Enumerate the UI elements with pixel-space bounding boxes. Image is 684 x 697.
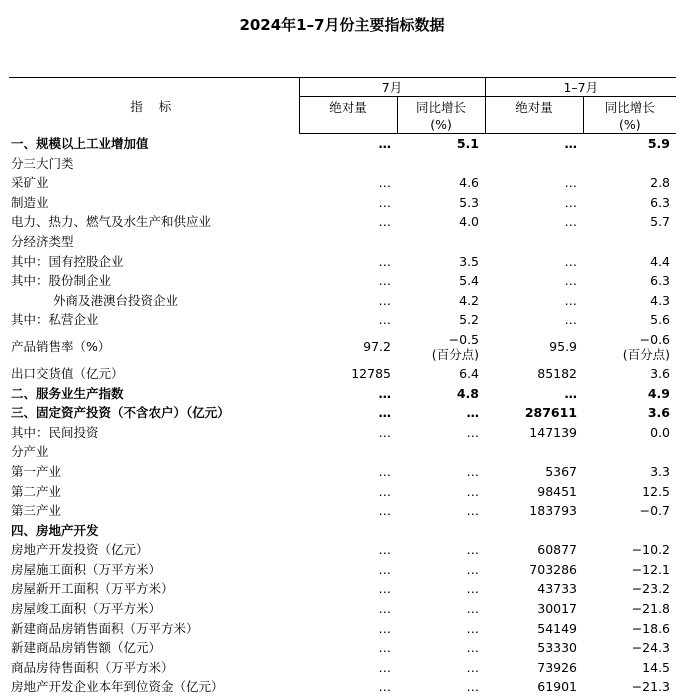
july-yoy-cell: 5.4 xyxy=(397,271,485,291)
jan-july-yoy-cell: 6.3 xyxy=(583,193,676,213)
july-absolute-cell: … xyxy=(299,560,397,580)
july-absolute-cell: … xyxy=(299,291,397,311)
jan-july-yoy-cell: 3.6 xyxy=(583,364,676,384)
table-row xyxy=(9,579,676,599)
july-yoy-cell: 4.0 xyxy=(397,212,485,232)
jan-july-absolute-cell: 95.9 xyxy=(485,330,583,364)
july-yoy-cell: … xyxy=(397,540,485,560)
july-absolute-cell: … xyxy=(299,271,397,291)
table-row xyxy=(9,677,676,697)
july-yoy-cell xyxy=(397,232,485,252)
jan-july-absolute-cell: … xyxy=(485,384,583,404)
table-row xyxy=(9,212,676,232)
jan-july-yoy-cell: −23.2 xyxy=(583,579,676,599)
jan-july-absolute-cell: … xyxy=(485,271,583,291)
july-yoy-cell: 4.8 xyxy=(397,384,485,404)
jan-july-yoy-cell: 12.5 xyxy=(583,482,676,502)
july-absolute-cell: … xyxy=(299,658,397,678)
row-label: 新建商品房销售额（亿元） xyxy=(9,638,299,658)
jan-july-yoy-cell: 4.3 xyxy=(583,291,676,311)
july-absolute-cell: … xyxy=(299,619,397,639)
jan-july-absolute-cell: … xyxy=(485,291,583,311)
july-absolute-cell: … xyxy=(299,677,397,697)
jan-july-yoy-header xyxy=(583,97,676,134)
july-yoy-cell: … xyxy=(397,658,485,678)
jan-july-absolute-cell: 53330 xyxy=(485,638,583,658)
jan-july-yoy-cell: −10.2 xyxy=(583,540,676,560)
jan-july-absolute-cell: 73926 xyxy=(485,658,583,678)
table-row xyxy=(9,364,676,384)
table-row xyxy=(9,658,676,678)
july-yoy-cell: … xyxy=(397,560,485,580)
july-yoy-cell xyxy=(397,442,485,462)
july-absolute-cell: … xyxy=(299,134,397,154)
jan-july-absolute-cell: … xyxy=(485,134,583,154)
jan-july-absolute-cell: … xyxy=(485,252,583,272)
july-yoy-cell xyxy=(397,154,485,174)
jan-july-absolute-cell: 61901 xyxy=(485,677,583,697)
table-row xyxy=(9,271,676,291)
jan-july-yoy-cell: −0.7 xyxy=(583,501,676,521)
july-absolute-cell: 97.2 xyxy=(299,330,397,364)
july-yoy-cell: … xyxy=(397,403,485,423)
jan-july-absolute-cell: 5367 xyxy=(485,462,583,482)
row-label: 分三大门类 xyxy=(9,154,299,174)
jan-july-absolute-cell: 60877 xyxy=(485,540,583,560)
row-label: 分经济类型 xyxy=(9,232,299,252)
jan-july-yoy-cell: 5.6 xyxy=(583,310,676,330)
jan-july-absolute-cell xyxy=(485,232,583,252)
july-absolute-cell: … xyxy=(299,212,397,232)
jan-july-yoy-cell: 4.9 xyxy=(583,384,676,404)
value-unit: (百分点) xyxy=(397,347,479,362)
table-row xyxy=(9,442,676,462)
jan-july-absolute-cell: … xyxy=(485,193,583,213)
jan-july-absolute-cell xyxy=(485,442,583,462)
july-yoy-cell xyxy=(397,521,485,541)
table-row xyxy=(9,560,676,580)
page-title: 2024年1–7月份主要指标数据 xyxy=(0,14,684,35)
july-yoy-cell: … xyxy=(397,501,485,521)
jan-july-yoy-cell: −21.3 xyxy=(583,677,676,697)
july-yoy-cell: … xyxy=(397,579,485,599)
jan-july-yoy-cell: 3.6 xyxy=(583,403,676,423)
july-yoy-cell: 6.4 xyxy=(397,364,485,384)
yoy-label: 同比增长 xyxy=(605,100,655,115)
july-yoy-cell: … xyxy=(397,462,485,482)
row-label: 其中：股份制企业 xyxy=(9,271,299,291)
july-absolute-cell: … xyxy=(299,599,397,619)
table-row xyxy=(9,384,676,404)
row-label: 其中：国有控股企业 xyxy=(9,252,299,272)
yoy-label: 同比增长 xyxy=(416,100,466,115)
row-label: 二、服务业生产指数 xyxy=(9,384,299,404)
jan-july-yoy-cell: 5.7 xyxy=(583,212,676,232)
july-absolute-cell: … xyxy=(299,579,397,599)
july-absolute-cell: … xyxy=(299,462,397,482)
yoy-unit: (%) xyxy=(430,117,452,132)
july-absolute-cell: … xyxy=(299,173,397,193)
jan-july-absolute-cell: 43733 xyxy=(485,579,583,599)
july-yoy-cell: 3.5 xyxy=(397,252,485,272)
jan-july-absolute-cell: 287611 xyxy=(485,403,583,423)
jan-july-group-header: 1–7月 xyxy=(485,78,676,97)
table-row xyxy=(9,193,676,213)
table-row xyxy=(9,330,676,364)
value: −0.6 xyxy=(583,332,670,347)
july-group-header: 7月 xyxy=(299,78,485,97)
row-label: 第三产业 xyxy=(9,501,299,521)
july-yoy-cell xyxy=(397,330,485,364)
jan-july-absolute-cell: 30017 xyxy=(485,599,583,619)
jan-july-yoy-cell: 4.4 xyxy=(583,252,676,272)
row-label: 房屋施工面积（万平方米） xyxy=(9,560,299,580)
table-body xyxy=(9,134,676,697)
jan-july-yoy-cell xyxy=(583,442,676,462)
jan-july-yoy-cell: 6.3 xyxy=(583,271,676,291)
july-absolute-cell: … xyxy=(299,384,397,404)
july-absolute-cell xyxy=(299,232,397,252)
table-row xyxy=(9,501,676,521)
july-absolute-cell xyxy=(299,154,397,174)
july-yoy-cell: … xyxy=(397,638,485,658)
indicator-header: 指 标 xyxy=(9,78,299,134)
jan-july-yoy-cell: 2.8 xyxy=(583,173,676,193)
july-yoy-cell: … xyxy=(397,423,485,443)
july-yoy-cell: 4.2 xyxy=(397,291,485,311)
row-label: 新建商品房销售面积（万平方米） xyxy=(9,619,299,639)
row-label: 其中：民间投资 xyxy=(9,423,299,443)
table-row xyxy=(9,252,676,272)
july-absolute-cell: … xyxy=(299,638,397,658)
july-yoy-cell: 5.2 xyxy=(397,310,485,330)
july-yoy-cell: … xyxy=(397,677,485,697)
table-row xyxy=(9,403,676,423)
jan-july-absolute-header: 绝对量 xyxy=(485,97,583,134)
jan-july-absolute-cell: 183793 xyxy=(485,501,583,521)
july-absolute-cell: … xyxy=(299,423,397,443)
jan-july-yoy-cell xyxy=(583,330,676,364)
row-label: 房地产开发企业本年到位资金（亿元） xyxy=(9,677,299,697)
july-yoy-cell: … xyxy=(397,482,485,502)
row-label: 房屋竣工面积（万平方米） xyxy=(9,599,299,619)
jan-july-absolute-cell: 147139 xyxy=(485,423,583,443)
july-absolute-cell: … xyxy=(299,310,397,330)
july-yoy-cell: … xyxy=(397,619,485,639)
table-row xyxy=(9,232,676,252)
row-label: 制造业 xyxy=(9,193,299,213)
row-label: 第一产业 xyxy=(9,462,299,482)
table-row xyxy=(9,540,676,560)
jan-july-absolute-cell: 85182 xyxy=(485,364,583,384)
table-row xyxy=(9,154,676,174)
jan-july-yoy-cell: −18.6 xyxy=(583,619,676,639)
jan-july-absolute-cell: 98451 xyxy=(485,482,583,502)
july-yoy-header xyxy=(397,97,485,134)
july-absolute-header: 绝对量 xyxy=(299,97,397,134)
july-absolute-cell xyxy=(299,442,397,462)
jan-july-yoy-cell xyxy=(583,521,676,541)
row-label: 外商及港澳台投资企业 xyxy=(9,291,299,311)
table-row xyxy=(9,462,676,482)
jan-july-yoy-cell: −24.3 xyxy=(583,638,676,658)
indicator-table xyxy=(9,77,676,697)
jan-july-yoy-cell: 3.3 xyxy=(583,462,676,482)
row-label: 出口交货值（亿元） xyxy=(9,364,299,384)
value: −0.5 xyxy=(397,332,479,347)
row-label: 商品房待售面积（万平方米） xyxy=(9,658,299,678)
row-label: 电力、热力、燃气及水生产和供应业 xyxy=(9,212,299,232)
jan-july-absolute-cell: … xyxy=(485,310,583,330)
value-unit: (百分点) xyxy=(583,347,670,362)
table-row xyxy=(9,638,676,658)
table-row xyxy=(9,173,676,193)
july-absolute-cell: … xyxy=(299,252,397,272)
jan-july-absolute-cell xyxy=(485,154,583,174)
july-absolute-cell xyxy=(299,521,397,541)
july-yoy-cell: 4.6 xyxy=(397,173,485,193)
july-absolute-cell: … xyxy=(299,540,397,560)
july-absolute-cell: … xyxy=(299,403,397,423)
jan-july-yoy-cell: 14.5 xyxy=(583,658,676,678)
jan-july-yoy-cell: −12.1 xyxy=(583,560,676,580)
july-yoy-cell: 5.1 xyxy=(397,134,485,154)
jan-july-yoy-cell: 0.0 xyxy=(583,423,676,443)
jan-july-yoy-cell: 5.9 xyxy=(583,134,676,154)
july-absolute-cell: 12785 xyxy=(299,364,397,384)
table-row xyxy=(9,619,676,639)
jan-july-absolute-cell: … xyxy=(485,173,583,193)
table-row xyxy=(9,423,676,443)
july-yoy-cell: 5.3 xyxy=(397,193,485,213)
row-label: 采矿业 xyxy=(9,173,299,193)
july-absolute-cell: … xyxy=(299,193,397,213)
row-label: 第二产业 xyxy=(9,482,299,502)
row-label: 一、规模以上工业增加值 xyxy=(9,134,299,154)
jan-july-absolute-cell: … xyxy=(485,212,583,232)
july-absolute-cell: … xyxy=(299,501,397,521)
row-label: 其中：私营企业 xyxy=(9,310,299,330)
row-label: 房屋新开工面积（万平方米） xyxy=(9,579,299,599)
yoy-unit: (%) xyxy=(619,117,641,132)
table-row xyxy=(9,310,676,330)
table-row xyxy=(9,521,676,541)
table-row xyxy=(9,134,676,154)
table-row xyxy=(9,482,676,502)
row-label: 四、房地产开发 xyxy=(9,521,299,541)
row-label: 产品销售率（%） xyxy=(9,330,299,364)
table-row xyxy=(9,599,676,619)
jan-july-absolute-cell: 54149 xyxy=(485,619,583,639)
row-label: 分产业 xyxy=(9,442,299,462)
row-label: 三、固定资产投资（不含农户）（亿元） xyxy=(9,403,299,423)
row-label: 房地产开发投资（亿元） xyxy=(9,540,299,560)
jan-july-yoy-cell xyxy=(583,154,676,174)
jan-july-yoy-cell: −21.8 xyxy=(583,599,676,619)
table-row xyxy=(9,291,676,311)
july-yoy-cell: … xyxy=(397,599,485,619)
jan-july-absolute-cell xyxy=(485,521,583,541)
july-absolute-cell: … xyxy=(299,482,397,502)
jan-july-absolute-cell: 703286 xyxy=(485,560,583,580)
jan-july-yoy-cell xyxy=(583,232,676,252)
